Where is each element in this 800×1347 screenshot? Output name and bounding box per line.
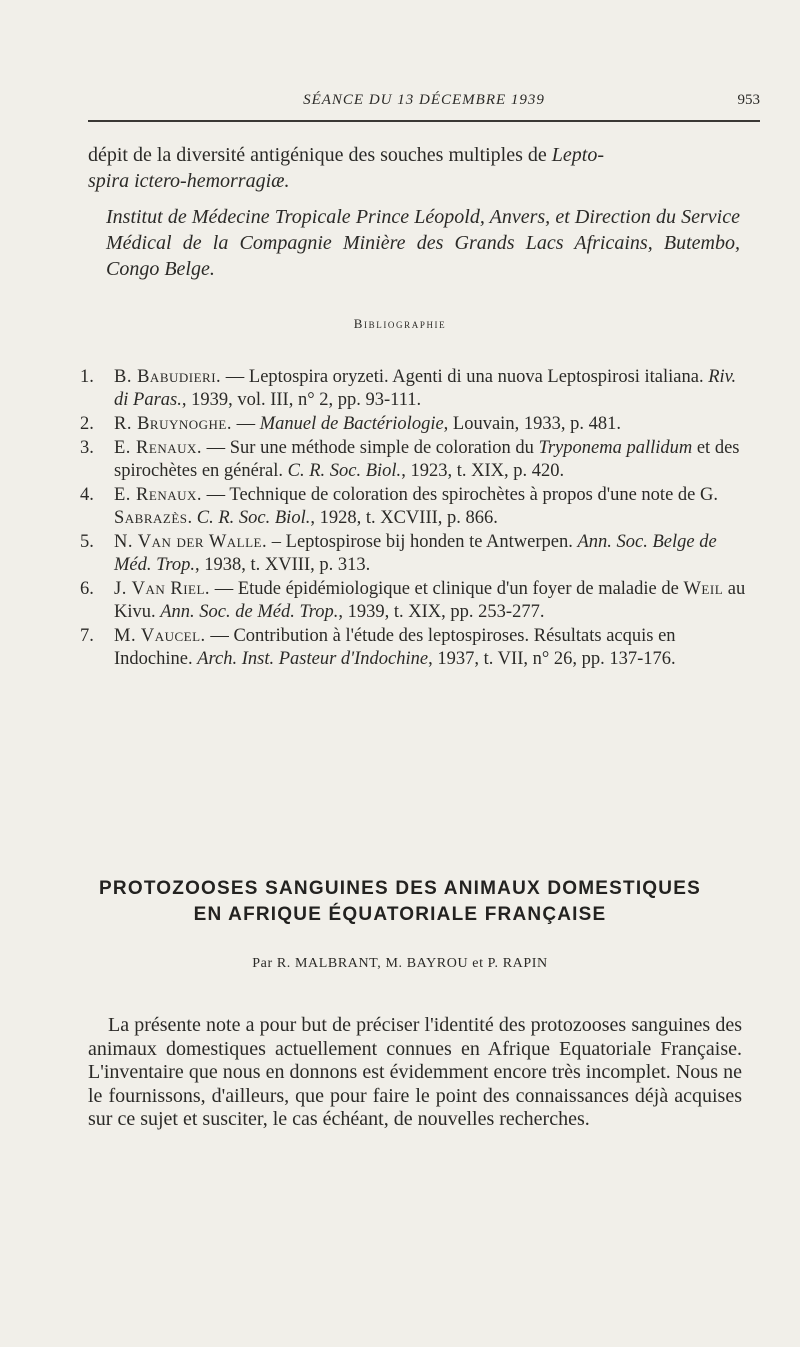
continuation-text: dépit de la diversité antigénique des souches multiples de <box>88 144 552 166</box>
continuation-italic-1: Lepto- <box>551 144 604 166</box>
reference-number: 2. <box>80 414 94 434</box>
reference-author: J. Van Riel. <box>114 579 211 599</box>
reference-text: — Leptospira oryzeti. Agenti di una nuova Leptospirosi italiana. <box>221 367 709 387</box>
reference-author: E. Renaux. <box>114 438 203 458</box>
reference-species: Tryponema pallidum <box>538 438 693 458</box>
page-number: 953 <box>737 92 760 108</box>
reference-author: M. Vaucel. <box>114 626 206 646</box>
reference-journal: C. R. Soc. Biol. <box>287 461 402 481</box>
reference-journal: Ann. Soc. de Méd. Trop. <box>160 602 339 622</box>
reference-text: — Etude épidémiologique et clinique d'un foyer de maladie de <box>210 579 684 599</box>
reference-details: , 1928, t. XCVIII, p. 866. <box>310 508 498 528</box>
reference-journal: C. R. Soc. Biol. <box>196 508 311 528</box>
reference-details: , Louvain, 1933, p. 481. <box>443 414 621 434</box>
reference-text: — <box>232 414 260 434</box>
affiliation-block <box>106 204 740 282</box>
reference-text: – Leptospirose bij honden te Antwerpen. <box>267 532 578 552</box>
reference-cited-author: Sabrazès <box>114 508 188 528</box>
reference-details: , 1938, t. XVIII, p. 313. <box>195 555 371 575</box>
reference-text: — Contribution à l'étude des leptospiroses. Résultats acquis en Indochine. <box>114 626 676 669</box>
reference-cited-author: Weil <box>683 579 724 599</box>
reference-item <box>80 531 752 577</box>
reference-author: B. Babudieri. <box>114 367 222 387</box>
reference-details: , 1923, t. XIX, p. 420. <box>401 461 565 481</box>
continuation-italic-2: spira ictero-hemorragiæ. <box>88 170 290 192</box>
bibliography-heading: Bibliographie <box>353 316 447 331</box>
article-intro-paragraph: La présente note a pour but de préciser l'identité des protozooses sanguines des animaux domestiques actuellement connues en Afrique Equatoriale Française. L'inventaire que nous en donnons est évidemment encore très incomplet. Nous ne le fournissons, d'ailleurs, que pour faire le point des connaissances déjà acquises sur ce sujet et susciter, le cas échéant, de nouvelles recherches. <box>88 1014 742 1131</box>
reference-journal: Riv. di Paras. <box>114 367 737 410</box>
reference-number: 7. <box>80 626 94 646</box>
article-byline: Par R. MALBRANT, M. BAYROU et P. RAPIN <box>252 956 548 971</box>
reference-number: 6. <box>80 579 94 599</box>
header-rule <box>88 120 760 122</box>
continuation-paragraph <box>88 142 740 194</box>
reference-item <box>80 366 752 412</box>
reference-text: — Sur une méthode simple de coloration du <box>202 438 539 458</box>
reference-item <box>80 413 752 436</box>
reference-details: , 1939, vol. III, n° 2, pp. 93-111. <box>181 390 422 410</box>
reference-journal: Manuel de Bactériologie <box>259 414 444 434</box>
reference-item <box>80 625 752 671</box>
reference-item <box>80 484 752 530</box>
reference-text: au Kivu. <box>114 579 746 622</box>
reference-number: 5. <box>80 532 94 552</box>
article-title-line-1: PROTOZOOSES SANGUINES DES ANIMAUX DOMESTIQUES <box>99 878 701 899</box>
reference-number: 1. <box>80 367 94 387</box>
affiliation: Institut de Médecine Tropicale Prince Léopold, Anvers, et Direction du Service Médical de la Compagnie Minière des Grands Lacs Africains, Butembo, Congo Belge. <box>106 206 740 280</box>
reference-journal: Arch. Inst. Pasteur d'Indochine <box>197 649 429 669</box>
reference-author: R. Bruynoghe. <box>114 414 232 434</box>
reference-journal: Ann. Soc. Belge de Méd. Trop. <box>114 532 717 575</box>
reference-item <box>80 437 752 483</box>
reference-author: N. Van der Walle. <box>114 532 268 552</box>
reference-number: 4. <box>80 485 94 505</box>
reference-details: , 1937, t. VII, n° 26, pp. 137-176. <box>428 649 676 669</box>
running-head: SÉANCE DU 13 DÉCEMBRE 1939 <box>303 92 545 108</box>
reference-text: . <box>187 508 197 528</box>
reference-item <box>80 578 752 624</box>
reference-details: , 1939, t. XIX, pp. 253-277. <box>338 602 545 622</box>
article-title-line-2: EN AFRIQUE ÉQUATORIALE FRANÇAISE <box>193 904 607 925</box>
reference-text: — Technique de coloration des spirochètes à propos d'une note de G. <box>202 485 718 505</box>
reference-text: et des spirochètes en général. <box>114 438 740 481</box>
reference-number: 3. <box>80 438 94 458</box>
bibliography-list <box>80 366 752 672</box>
reference-author: E. Renaux. <box>114 485 203 505</box>
